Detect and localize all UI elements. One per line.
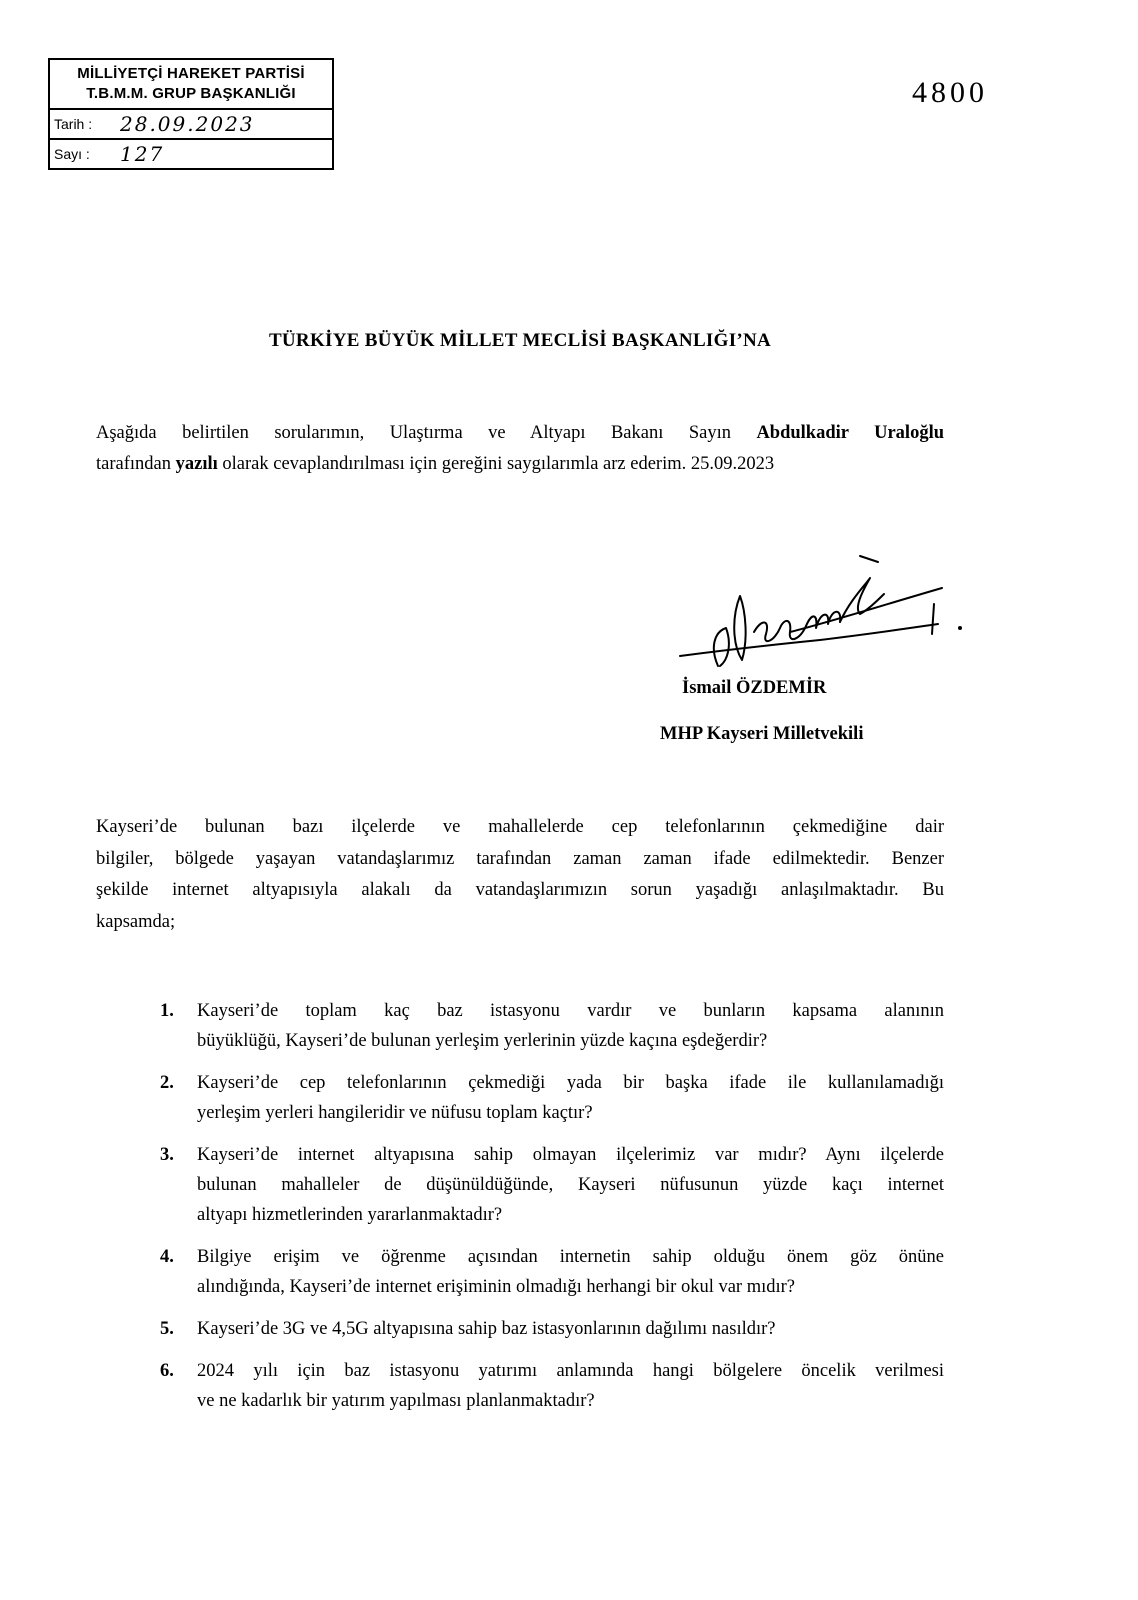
question-number: 3. (160, 1145, 174, 1165)
question-line: büyüklüğü, Kayseri’de bulunan yerleşim yerlerinin yüzde kaçına eşdeğerdir? (197, 1031, 768, 1051)
question-text (197, 1314, 944, 1344)
stamp-number-row (50, 138, 332, 168)
question-number: 5. (160, 1319, 174, 1339)
intro-text: olarak cevaplandırılması için gereğini saygılarımla arz ederim. 25.09.2023 (217, 454, 775, 474)
question-item (160, 996, 944, 1056)
stamp-header (50, 60, 332, 110)
question-text (197, 1242, 944, 1302)
question-line: alındığında, Kayseri’de internet erişiminin olmadığı herhangi bir okul var mıdır? (197, 1277, 796, 1297)
question-line: Kayseri’de 3G ve 4,5G altyapısına sahip baz istasyonlarının dağılımı nasıldır? (197, 1319, 776, 1339)
question-line: altyapı hizmetlerinden yararlanmaktadır? (197, 1205, 503, 1225)
intro-text: Aşağıda belirtilen sorularımın, Ulaştırma ve Altyapı Bakanı Sayın (96, 423, 757, 443)
document-title: TÜRKİYE BÜYÜK MİLLET MECLİSİ BAŞKANLIĞI’NA (268, 330, 772, 351)
question-line: ve ne kadarlık bir yatırım yapılması planlanmaktadır? (197, 1391, 595, 1411)
question-number: 2. (160, 1073, 174, 1093)
question-line: bulunan mahalleler de düşünüldüğünde, Kayseri nüfusunun yüzde kaçı internet (197, 1175, 944, 1195)
question-list (160, 996, 944, 1428)
stamp-date-value: 28.09.2023 (120, 112, 255, 136)
question-line: Kayseri’de internet altyapısına sahip olmayan ilçelerimiz var mıdır? Aynı ilçelerde (197, 1145, 944, 1165)
question-item (160, 1242, 944, 1302)
signer-name: İsmail ÖZDEMİR (682, 678, 827, 698)
body-line: şekilde internet altyapısıyla alakalı da vatandaşlarımızın sorun yaşadığı anlaşılmaktadır. Bu (96, 880, 944, 900)
question-number: 4. (160, 1247, 174, 1267)
question-line: Kayseri’de toplam kaç baz istasyonu vardır ve bunların kapsama alanının (197, 1001, 944, 1021)
stamp-office-name: T.B.M.M. GRUP BAŞKANLIĞI (86, 85, 296, 102)
body-line: kapsamda; (96, 911, 176, 932)
question-item (160, 1068, 944, 1128)
intro-text: tarafından (96, 454, 176, 474)
minister-name: Abdulkadir Uraloğlu (756, 423, 944, 443)
question-line: Kayseri’de cep telefonlarının çekmediği yada bir başka ifade ile kullanılamadığı (197, 1073, 944, 1093)
question-item (160, 1314, 944, 1344)
receipt-stamp (48, 58, 334, 170)
stamp-date-label: Tarih : (54, 116, 93, 132)
question-line: Bilgiye erişim ve öğrenme açısından internetin sahip olduğu önem göz önüne (197, 1247, 944, 1267)
stamp-number-label: Sayı : (54, 146, 90, 162)
question-number: 6. (160, 1361, 174, 1381)
body-line: bilgiler, bölgede yaşayan vatandaşlarımız tarafından zaman zaman ifade edilmektedir. Benzer (96, 848, 944, 869)
written-keyword: yazılı (175, 454, 218, 474)
body-paragraph (96, 812, 944, 938)
question-item (160, 1140, 944, 1230)
question-text (197, 996, 944, 1056)
handwritten-signature (670, 548, 970, 678)
intro-paragraph (96, 418, 944, 480)
stamp-number-value: 127 (120, 142, 165, 166)
question-item (160, 1356, 944, 1416)
document-number: 4800 (912, 76, 988, 109)
question-line: yerleşim yerleri hangileridir ve nüfusu toplam kaçtır? (197, 1103, 593, 1123)
intro-line-1 (96, 418, 944, 449)
stamp-date-row (50, 110, 332, 138)
stamp-party-name: MİLLİYETÇİ HAREKET PARTİSİ (77, 65, 305, 82)
question-line: 2024 yılı için baz istasyonu yatırımı anlamında hangi bölgelere öncelik verilmesi (197, 1361, 944, 1381)
body-line: Kayseri’de bulunan bazı ilçelerde ve mahallelerde cep telefonlarının çekmediğine dair (96, 817, 944, 837)
signer-title: MHP Kayseri Milletvekili (660, 724, 864, 744)
question-text (197, 1068, 944, 1128)
intro-line-2 (96, 454, 774, 474)
question-text (197, 1356, 944, 1416)
question-text (197, 1140, 944, 1230)
question-number: 1. (160, 1001, 174, 1021)
